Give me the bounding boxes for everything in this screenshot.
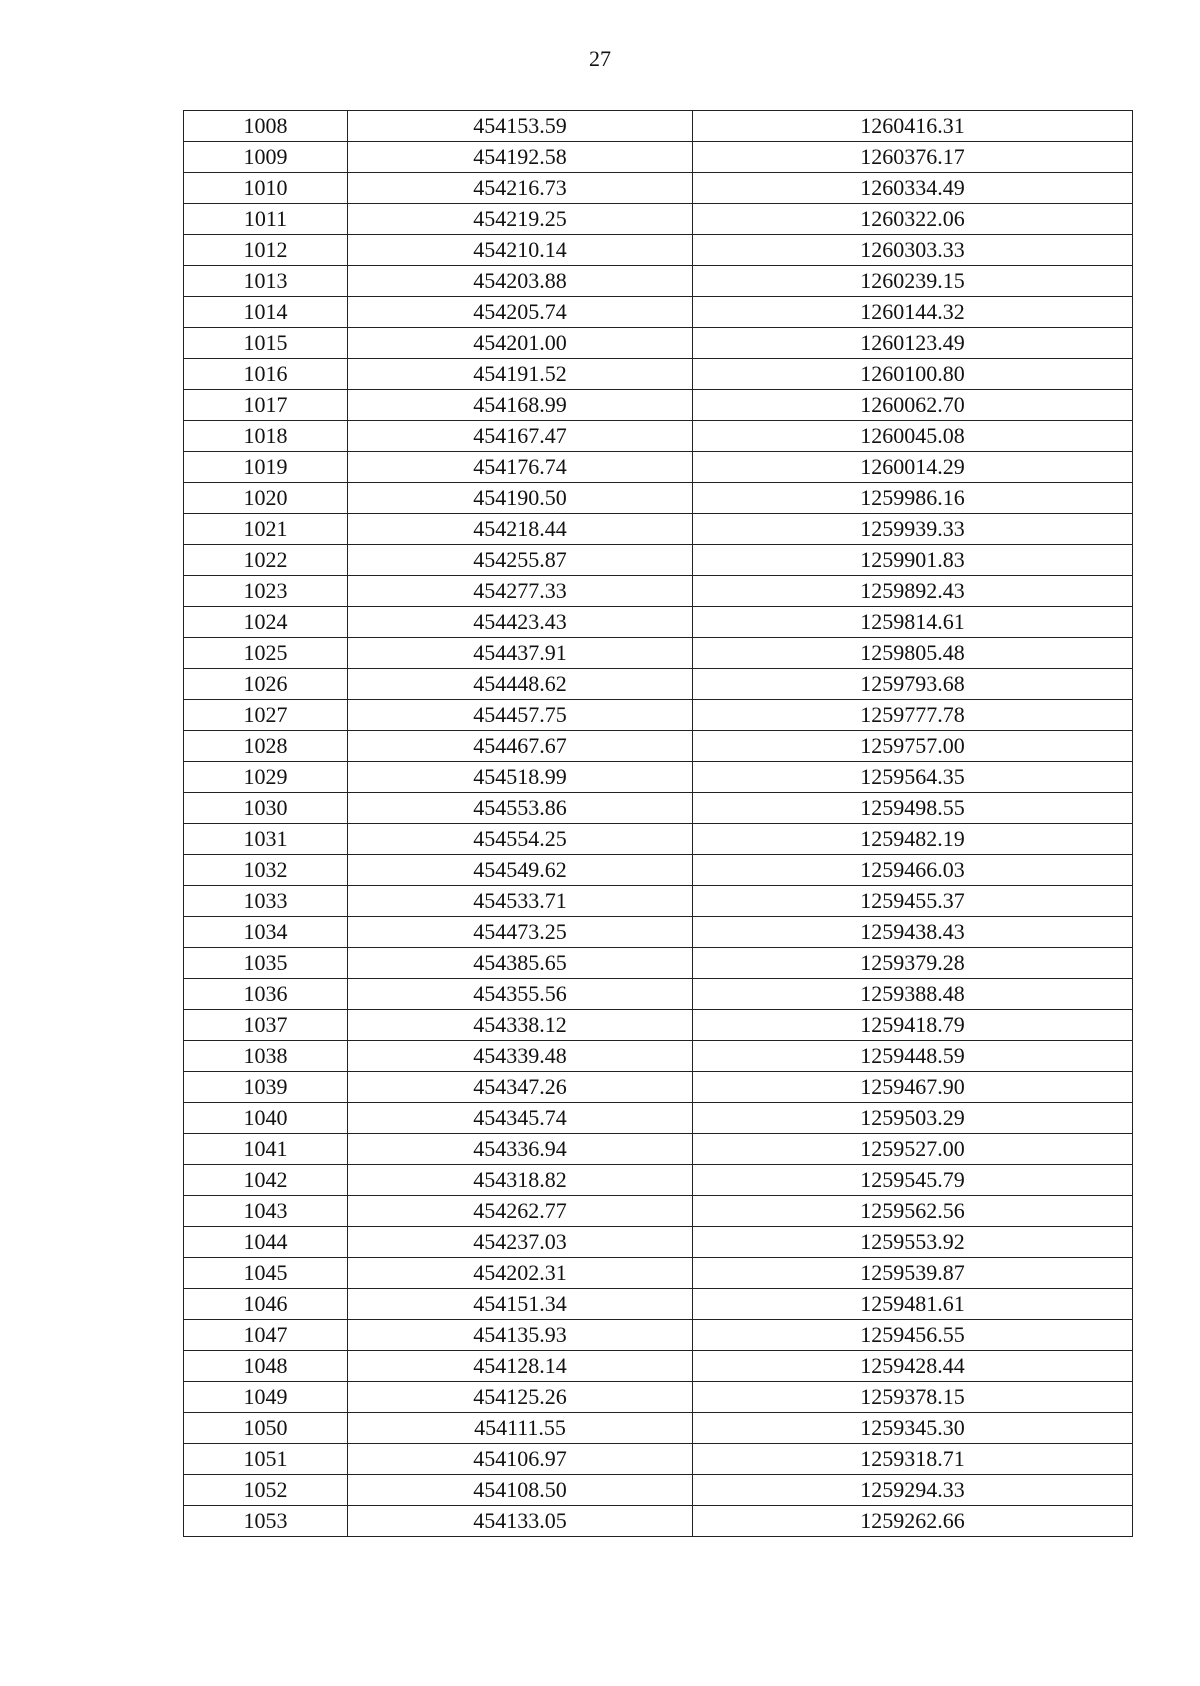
point-number-cell: 1038 bbox=[184, 1041, 348, 1072]
table-row bbox=[184, 855, 1133, 886]
point-number-cell: 1048 bbox=[184, 1351, 348, 1382]
point-number-cell: 1030 bbox=[184, 793, 348, 824]
y-coordinate-cell: 1259986.16 bbox=[693, 483, 1133, 514]
x-coordinate-cell: 454201.00 bbox=[348, 328, 693, 359]
point-number-cell: 1040 bbox=[184, 1103, 348, 1134]
point-number-cell: 1049 bbox=[184, 1382, 348, 1413]
x-coordinate-cell: 454473.25 bbox=[348, 917, 693, 948]
x-coordinate-cell: 454255.87 bbox=[348, 545, 693, 576]
x-coordinate-cell: 454338.12 bbox=[348, 1010, 693, 1041]
table-row bbox=[184, 793, 1133, 824]
table-row bbox=[184, 328, 1133, 359]
point-number-cell: 1024 bbox=[184, 607, 348, 638]
x-coordinate-cell: 454355.56 bbox=[348, 979, 693, 1010]
table-row bbox=[184, 1227, 1133, 1258]
table-row bbox=[184, 917, 1133, 948]
y-coordinate-cell: 1260045.08 bbox=[693, 421, 1133, 452]
x-coordinate-cell: 454533.71 bbox=[348, 886, 693, 917]
y-coordinate-cell: 1259467.90 bbox=[693, 1072, 1133, 1103]
y-coordinate-cell: 1260376.17 bbox=[693, 142, 1133, 173]
x-coordinate-cell: 454106.97 bbox=[348, 1444, 693, 1475]
table-row bbox=[184, 235, 1133, 266]
y-coordinate-cell: 1259793.68 bbox=[693, 669, 1133, 700]
point-number-cell: 1011 bbox=[184, 204, 348, 235]
y-coordinate-cell: 1259294.33 bbox=[693, 1475, 1133, 1506]
x-coordinate-cell: 454135.93 bbox=[348, 1320, 693, 1351]
point-number-cell: 1042 bbox=[184, 1165, 348, 1196]
point-number-cell: 1015 bbox=[184, 328, 348, 359]
x-coordinate-cell: 454205.74 bbox=[348, 297, 693, 328]
point-number-cell: 1034 bbox=[184, 917, 348, 948]
table-row bbox=[184, 545, 1133, 576]
table-row bbox=[184, 359, 1133, 390]
y-coordinate-cell: 1259438.43 bbox=[693, 917, 1133, 948]
table-row bbox=[184, 1382, 1133, 1413]
x-coordinate-cell: 454219.25 bbox=[348, 204, 693, 235]
point-number-cell: 1036 bbox=[184, 979, 348, 1010]
table-row bbox=[184, 700, 1133, 731]
point-number-cell: 1043 bbox=[184, 1196, 348, 1227]
point-number-cell: 1045 bbox=[184, 1258, 348, 1289]
y-coordinate-cell: 1259545.79 bbox=[693, 1165, 1133, 1196]
x-coordinate-cell: 454467.67 bbox=[348, 731, 693, 762]
table-row bbox=[184, 1289, 1133, 1320]
y-coordinate-cell: 1260062.70 bbox=[693, 390, 1133, 421]
x-coordinate-cell: 454210.14 bbox=[348, 235, 693, 266]
point-number-cell: 1027 bbox=[184, 700, 348, 731]
point-number-cell: 1026 bbox=[184, 669, 348, 700]
x-coordinate-cell: 454216.73 bbox=[348, 173, 693, 204]
table-row bbox=[184, 731, 1133, 762]
point-number-cell: 1020 bbox=[184, 483, 348, 514]
x-coordinate-cell: 454448.62 bbox=[348, 669, 693, 700]
table-row bbox=[184, 576, 1133, 607]
point-number-cell: 1044 bbox=[184, 1227, 348, 1258]
point-number-cell: 1023 bbox=[184, 576, 348, 607]
x-coordinate-cell: 454347.26 bbox=[348, 1072, 693, 1103]
y-coordinate-cell: 1259892.43 bbox=[693, 576, 1133, 607]
table-row bbox=[184, 452, 1133, 483]
point-number-cell: 1052 bbox=[184, 1475, 348, 1506]
point-number-cell: 1018 bbox=[184, 421, 348, 452]
table-row bbox=[184, 173, 1133, 204]
y-coordinate-cell: 1259262.66 bbox=[693, 1506, 1133, 1537]
x-coordinate-cell: 454151.34 bbox=[348, 1289, 693, 1320]
point-number-cell: 1032 bbox=[184, 855, 348, 886]
y-coordinate-cell: 1259345.30 bbox=[693, 1413, 1133, 1444]
y-coordinate-cell: 1259481.61 bbox=[693, 1289, 1133, 1320]
point-number-cell: 1010 bbox=[184, 173, 348, 204]
y-coordinate-cell: 1259418.79 bbox=[693, 1010, 1133, 1041]
y-coordinate-cell: 1259503.29 bbox=[693, 1103, 1133, 1134]
table-row bbox=[184, 204, 1133, 235]
y-coordinate-cell: 1259901.83 bbox=[693, 545, 1133, 576]
point-number-cell: 1013 bbox=[184, 266, 348, 297]
y-coordinate-cell: 1259939.33 bbox=[693, 514, 1133, 545]
x-coordinate-cell: 454218.44 bbox=[348, 514, 693, 545]
table-row bbox=[184, 1010, 1133, 1041]
point-number-cell: 1012 bbox=[184, 235, 348, 266]
x-coordinate-cell: 454133.05 bbox=[348, 1506, 693, 1537]
x-coordinate-cell: 454202.31 bbox=[348, 1258, 693, 1289]
point-number-cell: 1046 bbox=[184, 1289, 348, 1320]
x-coordinate-cell: 454237.03 bbox=[348, 1227, 693, 1258]
table-row bbox=[184, 1103, 1133, 1134]
x-coordinate-cell: 454318.82 bbox=[348, 1165, 693, 1196]
table-row bbox=[184, 638, 1133, 669]
y-coordinate-cell: 1259805.48 bbox=[693, 638, 1133, 669]
y-coordinate-cell: 1259498.55 bbox=[693, 793, 1133, 824]
y-coordinate-cell: 1259564.35 bbox=[693, 762, 1133, 793]
y-coordinate-cell: 1259814.61 bbox=[693, 607, 1133, 638]
y-coordinate-cell: 1259388.48 bbox=[693, 979, 1133, 1010]
x-coordinate-cell: 454108.50 bbox=[348, 1475, 693, 1506]
table-row bbox=[184, 886, 1133, 917]
y-coordinate-cell: 1260303.33 bbox=[693, 235, 1133, 266]
x-coordinate-cell: 454190.50 bbox=[348, 483, 693, 514]
y-coordinate-cell: 1260239.15 bbox=[693, 266, 1133, 297]
y-coordinate-cell: 1260334.49 bbox=[693, 173, 1133, 204]
x-coordinate-cell: 454277.33 bbox=[348, 576, 693, 607]
point-number-cell: 1028 bbox=[184, 731, 348, 762]
table-row bbox=[184, 297, 1133, 328]
y-coordinate-cell: 1259428.44 bbox=[693, 1351, 1133, 1382]
y-coordinate-cell: 1260322.06 bbox=[693, 204, 1133, 235]
table-row bbox=[184, 111, 1133, 142]
y-coordinate-cell: 1259539.87 bbox=[693, 1258, 1133, 1289]
table-row bbox=[184, 607, 1133, 638]
x-coordinate-cell: 454457.75 bbox=[348, 700, 693, 731]
table-row bbox=[184, 514, 1133, 545]
point-number-cell: 1008 bbox=[184, 111, 348, 142]
page-number: 27 bbox=[589, 46, 611, 71]
table-row bbox=[184, 483, 1133, 514]
y-coordinate-cell: 1260123.49 bbox=[693, 328, 1133, 359]
x-coordinate-cell: 454125.26 bbox=[348, 1382, 693, 1413]
point-number-cell: 1022 bbox=[184, 545, 348, 576]
x-coordinate-cell: 454128.14 bbox=[348, 1351, 693, 1382]
y-coordinate-cell: 1260144.32 bbox=[693, 297, 1133, 328]
y-coordinate-cell: 1259456.55 bbox=[693, 1320, 1133, 1351]
y-coordinate-cell: 1260100.80 bbox=[693, 359, 1133, 390]
table-row bbox=[184, 390, 1133, 421]
table-row bbox=[184, 1258, 1133, 1289]
y-coordinate-cell: 1259757.00 bbox=[693, 731, 1133, 762]
table-row bbox=[184, 1072, 1133, 1103]
point-number-cell: 1053 bbox=[184, 1506, 348, 1537]
y-coordinate-cell: 1259527.00 bbox=[693, 1134, 1133, 1165]
y-coordinate-cell: 1260416.31 bbox=[693, 111, 1133, 142]
y-coordinate-cell: 1259318.71 bbox=[693, 1444, 1133, 1475]
point-number-cell: 1019 bbox=[184, 452, 348, 483]
x-coordinate-cell: 454339.48 bbox=[348, 1041, 693, 1072]
point-number-cell: 1014 bbox=[184, 297, 348, 328]
y-coordinate-cell: 1259562.56 bbox=[693, 1196, 1133, 1227]
y-coordinate-cell: 1259777.78 bbox=[693, 700, 1133, 731]
point-number-cell: 1025 bbox=[184, 638, 348, 669]
x-coordinate-cell: 454203.88 bbox=[348, 266, 693, 297]
point-number-cell: 1029 bbox=[184, 762, 348, 793]
table-row bbox=[184, 1165, 1133, 1196]
table-row bbox=[184, 1444, 1133, 1475]
point-number-cell: 1033 bbox=[184, 886, 348, 917]
table-row bbox=[184, 669, 1133, 700]
point-number-cell: 1009 bbox=[184, 142, 348, 173]
x-coordinate-cell: 454549.62 bbox=[348, 855, 693, 886]
x-coordinate-cell: 454176.74 bbox=[348, 452, 693, 483]
table-row bbox=[184, 266, 1133, 297]
y-coordinate-cell: 1259379.28 bbox=[693, 948, 1133, 979]
x-coordinate-cell: 454336.94 bbox=[348, 1134, 693, 1165]
point-number-cell: 1021 bbox=[184, 514, 348, 545]
point-number-cell: 1016 bbox=[184, 359, 348, 390]
y-coordinate-cell: 1259482.19 bbox=[693, 824, 1133, 855]
y-coordinate-cell: 1259455.37 bbox=[693, 886, 1133, 917]
x-coordinate-cell: 454153.59 bbox=[348, 111, 693, 142]
table-row bbox=[184, 948, 1133, 979]
x-coordinate-cell: 454518.99 bbox=[348, 762, 693, 793]
x-coordinate-cell: 454168.99 bbox=[348, 390, 693, 421]
coordinate-table-body bbox=[184, 111, 1133, 1537]
y-coordinate-cell: 1259553.92 bbox=[693, 1227, 1133, 1258]
point-number-cell: 1047 bbox=[184, 1320, 348, 1351]
point-number-cell: 1017 bbox=[184, 390, 348, 421]
point-number-cell: 1051 bbox=[184, 1444, 348, 1475]
table-row bbox=[184, 824, 1133, 855]
y-coordinate-cell: 1259466.03 bbox=[693, 855, 1133, 886]
x-coordinate-cell: 454553.86 bbox=[348, 793, 693, 824]
x-coordinate-cell: 454262.77 bbox=[348, 1196, 693, 1227]
coordinate-table bbox=[183, 110, 1133, 1537]
x-coordinate-cell: 454437.91 bbox=[348, 638, 693, 669]
y-coordinate-cell: 1260014.29 bbox=[693, 452, 1133, 483]
table-row bbox=[184, 1320, 1133, 1351]
point-number-cell: 1041 bbox=[184, 1134, 348, 1165]
table-row bbox=[184, 421, 1133, 452]
table-row bbox=[184, 1506, 1133, 1537]
x-coordinate-cell: 454385.65 bbox=[348, 948, 693, 979]
y-coordinate-cell: 1259378.15 bbox=[693, 1382, 1133, 1413]
x-coordinate-cell: 454345.74 bbox=[348, 1103, 693, 1134]
x-coordinate-cell: 454111.55 bbox=[348, 1413, 693, 1444]
table-row bbox=[184, 1041, 1133, 1072]
x-coordinate-cell: 454423.43 bbox=[348, 607, 693, 638]
table-row bbox=[184, 142, 1133, 173]
x-coordinate-cell: 454192.58 bbox=[348, 142, 693, 173]
table-row bbox=[184, 762, 1133, 793]
y-coordinate-cell: 1259448.59 bbox=[693, 1041, 1133, 1072]
table-row bbox=[184, 1475, 1133, 1506]
point-number-cell: 1050 bbox=[184, 1413, 348, 1444]
table-row bbox=[184, 979, 1133, 1010]
point-number-cell: 1039 bbox=[184, 1072, 348, 1103]
point-number-cell: 1037 bbox=[184, 1010, 348, 1041]
table-row bbox=[184, 1196, 1133, 1227]
x-coordinate-cell: 454191.52 bbox=[348, 359, 693, 390]
table-row bbox=[184, 1134, 1133, 1165]
point-number-cell: 1031 bbox=[184, 824, 348, 855]
point-number-cell: 1035 bbox=[184, 948, 348, 979]
table-row bbox=[184, 1413, 1133, 1444]
x-coordinate-cell: 454167.47 bbox=[348, 421, 693, 452]
table-row bbox=[184, 1351, 1133, 1382]
x-coordinate-cell: 454554.25 bbox=[348, 824, 693, 855]
